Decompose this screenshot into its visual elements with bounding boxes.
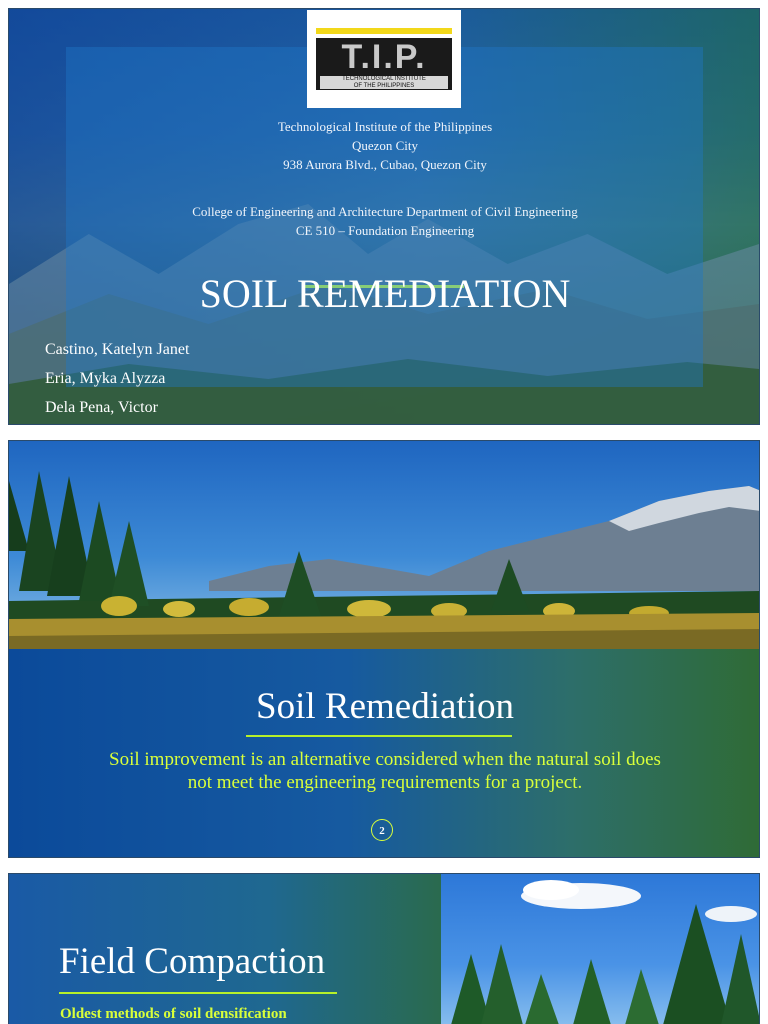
author-list (45, 335, 189, 422)
author-name: Dela Pena, Victor (45, 399, 158, 416)
logo-subtitle-line-2: OF THE PHILIPPINES (353, 82, 415, 89)
body-line-1: Soil improvement is an alternative considered when the natural soil does (109, 749, 661, 770)
logo-subtitle (320, 76, 448, 89)
slide-3-field-compaction[interactable] (8, 873, 760, 1024)
slide-body-text (49, 748, 721, 794)
tip-logo (307, 10, 461, 108)
sky-photo (441, 874, 760, 1024)
title-underline (59, 992, 337, 994)
slide-2-soil-remediation[interactable] (8, 440, 760, 858)
college-department: College of Engineering and Architecture Department of Civil Engineering (192, 204, 578, 219)
body-line-2: not meet the engineering requirements for a project. (187, 772, 583, 793)
presentation-title: SOIL REMEDIATION (199, 271, 571, 316)
author-name: Eria, Myka Alyzza (45, 370, 166, 387)
institution-city: Quezon City (351, 138, 419, 153)
institution-name: Technological Institute of the Philippines (277, 119, 493, 134)
slide-title: Soil Remediation (256, 686, 514, 727)
slide-1-title[interactable] (8, 8, 760, 425)
course-name: CE 510 – Foundation Engineering (295, 223, 475, 238)
title-underline (246, 735, 512, 737)
landscape-photo (9, 441, 760, 651)
logo-yellow-bar (316, 28, 452, 34)
logo-letters: T.I.P. (341, 38, 427, 76)
institution-address: 938 Aurora Blvd., Cubao, Quezon City (283, 157, 487, 172)
trees-photo (441, 874, 760, 1024)
logo-badge (316, 38, 452, 90)
author-name: Castino, Katelyn Janet (45, 341, 190, 358)
page-number-badge: 2 (371, 819, 393, 841)
slide-subtitle: Oldest methods of soil densification (60, 1006, 287, 1022)
logo-subtitle-line-1: TECHNOLOGICAL INSTITUTE (342, 76, 426, 82)
slide-title: Field Compaction (59, 941, 326, 982)
